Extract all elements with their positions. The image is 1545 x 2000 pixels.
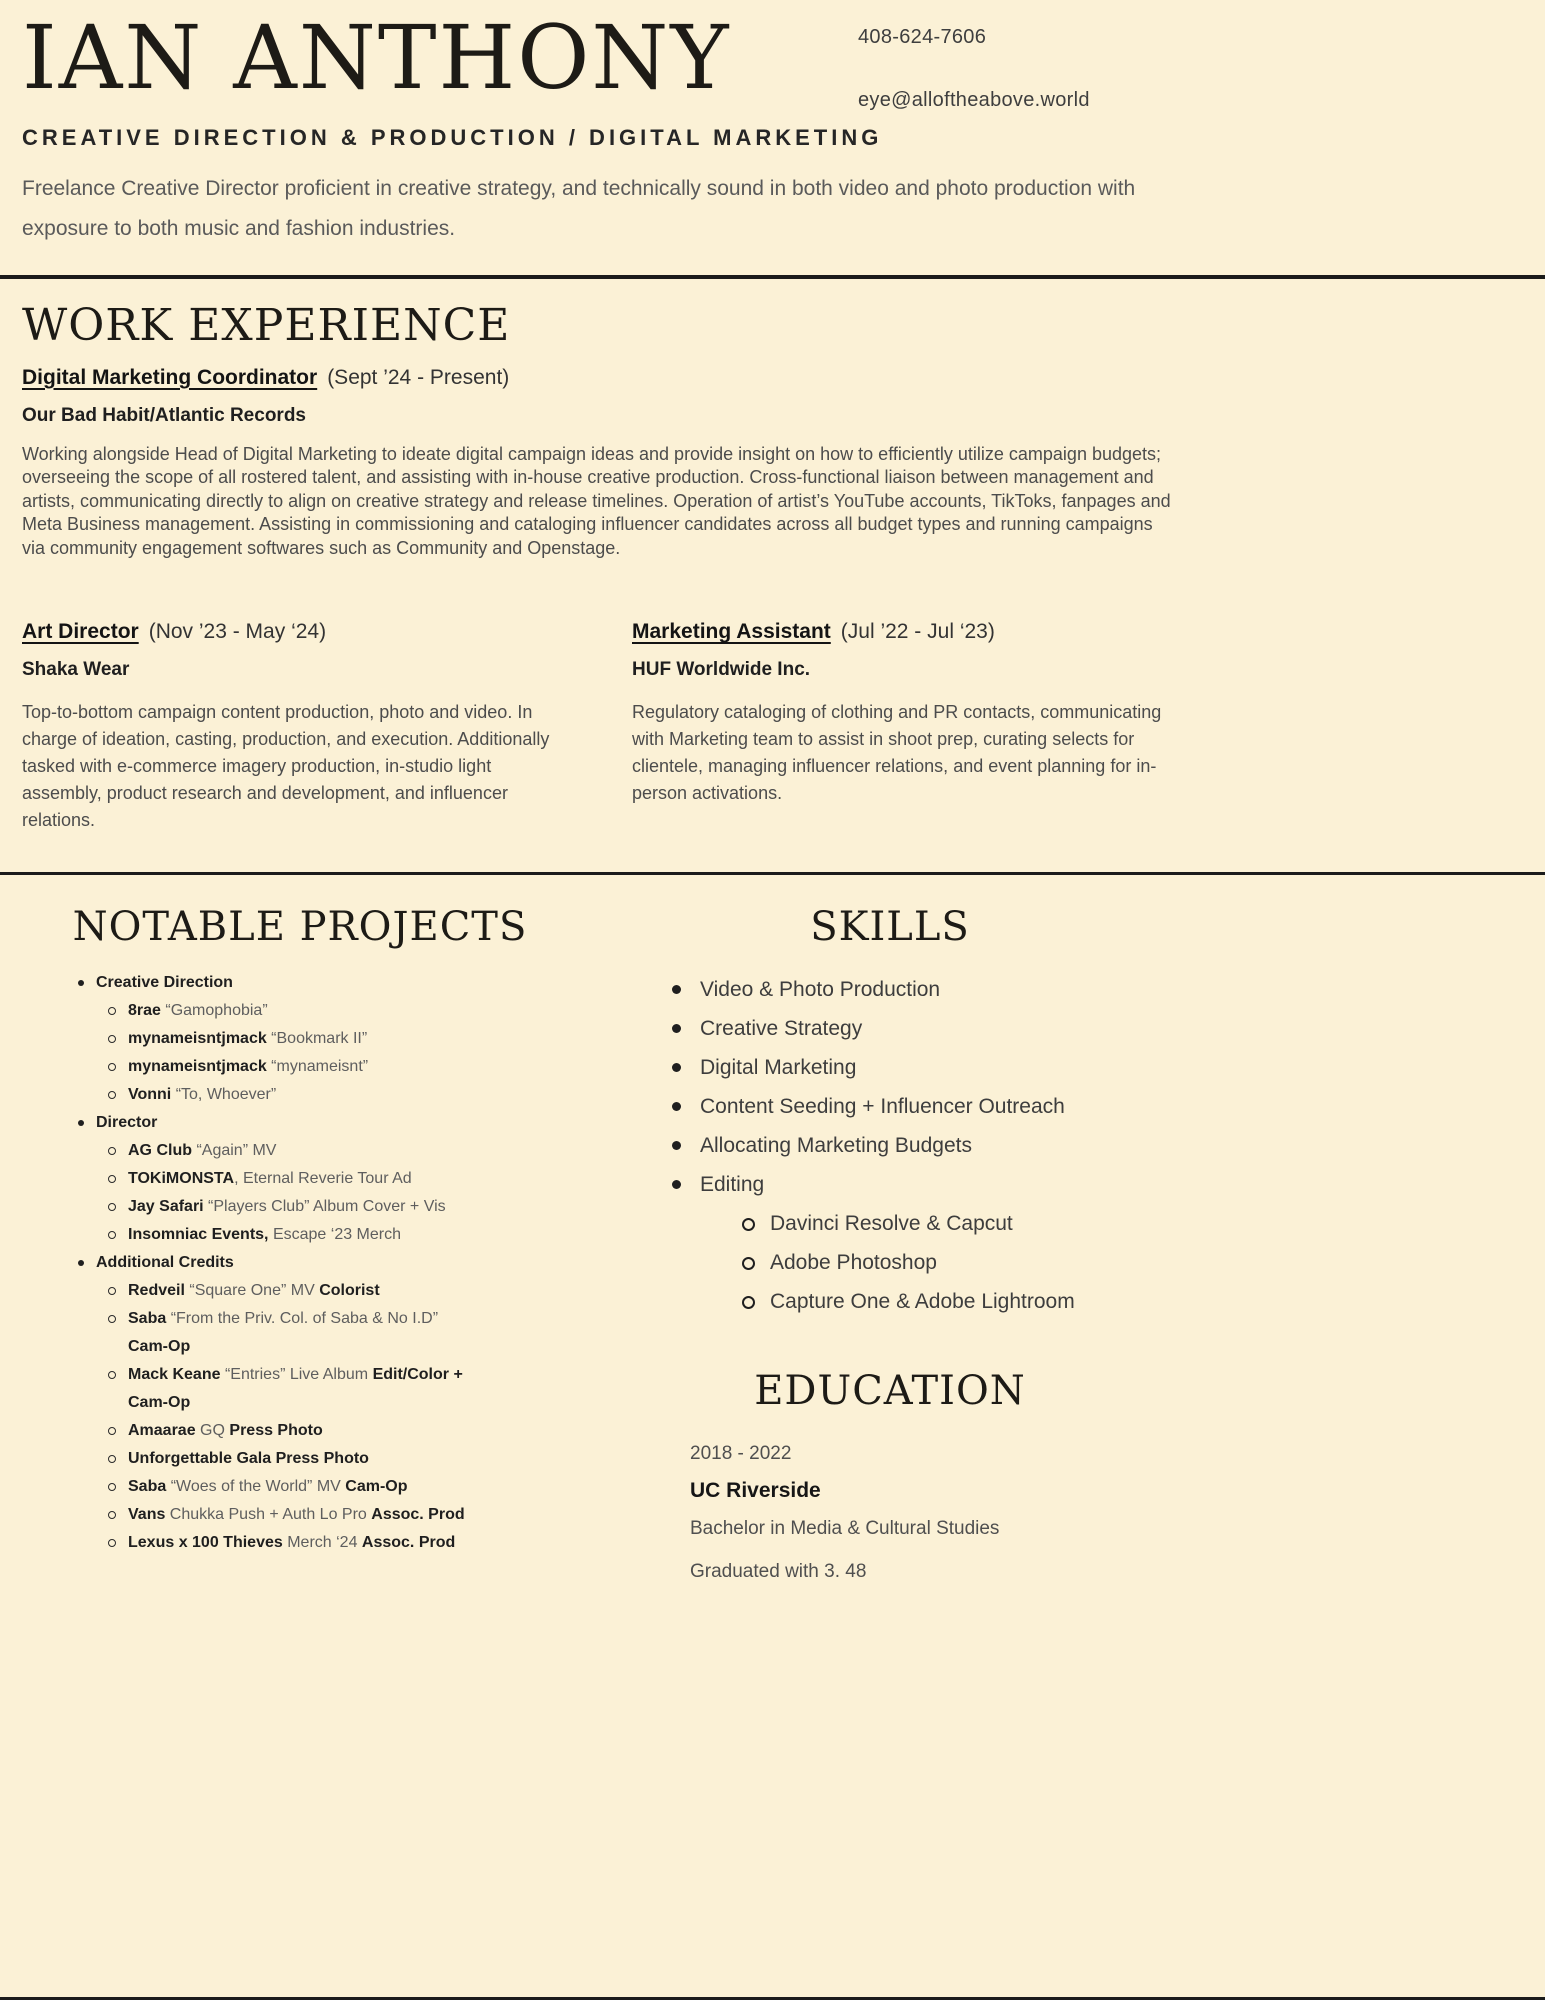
project-item: mynameisntjmack “mynameisnt”: [108, 1053, 480, 1081]
phone-number: 408-624-7606: [858, 26, 987, 48]
notable-projects-section: [40, 903, 560, 1583]
project-item: Vans Chukka Push + Auth Lo Pro Assoc. Prod: [108, 1501, 480, 1529]
project-item: Mack Keane “Entries” Live Album Edit/Color + Cam-Op: [108, 1361, 480, 1417]
skill-item: Video & Photo Production: [672, 977, 1150, 1003]
skills-list: [672, 977, 1150, 1315]
project-item: Redveil “Square One” MV Colorist: [108, 1277, 480, 1305]
job-role: Art Director: [22, 620, 139, 644]
education-degree: Bachelor in Media & Cultural Studies: [690, 1518, 1000, 1540]
projects-list: [78, 969, 560, 1557]
job-role: Marketing Assistant: [632, 620, 831, 644]
job-columns: [22, 606, 1523, 834]
skill-item: Digital Marketing: [672, 1055, 1150, 1081]
email-address: eye@alloftheabove.world: [858, 89, 1090, 111]
tagline: CREATIVE DIRECTION & PRODUCTION / DIGITAL MARKETING: [22, 125, 883, 151]
job-role: Digital Marketing Coordinator: [22, 365, 318, 389]
job-company: Our Bad Habit/Atlantic Records: [22, 404, 306, 426]
project-item: Lexus x 100 Thieves Merch ‘24 Assoc. Prod: [108, 1529, 480, 1557]
editing-sublist: [742, 1211, 1150, 1315]
work-experience-title: WORK EXPERIENCE: [22, 300, 511, 352]
project-item: Jay Safari “Players Club” Album Cover + Vis: [108, 1193, 480, 1221]
skill-item: Creative Strategy: [672, 1016, 1150, 1042]
project-group: [78, 1249, 560, 1557]
project-group: [78, 969, 560, 1109]
skills-education-column: [630, 903, 1150, 1583]
education-title: EDUCATION: [754, 1368, 1026, 1415]
job-entry: [22, 606, 570, 834]
project-item: 8rae “Gamophobia”: [108, 997, 480, 1025]
job-company: HUF Worldwide Inc.: [632, 659, 811, 681]
job-header: [632, 620, 1180, 644]
job-header: [22, 366, 1523, 390]
project-group-label: Director: [78, 1109, 560, 1137]
project-item: TOKiMONSTA, Eternal Reverie Tour Ad: [108, 1165, 480, 1193]
header-section: [0, 0, 1545, 249]
education-dates: 2018 - 2022: [690, 1443, 792, 1465]
job-entry: [632, 606, 1180, 834]
project-item: Insomniac Events, Escape ‘23 Merch: [108, 1221, 480, 1249]
project-group-label: Additional Credits: [78, 1249, 560, 1277]
project-item: Vonni “To, Whoever”: [108, 1081, 480, 1109]
project-item: Amaarae GQ Press Photo: [108, 1417, 480, 1445]
skill-item: Content Seeding + Influencer Outreach: [672, 1094, 1150, 1120]
skill-subitem: Capture One & Adobe Lightroom: [742, 1289, 1150, 1315]
job-dates: (Jul ’22 - Jul ‘23): [840, 620, 995, 644]
job-description: Top-to-bottom campaign content production, photo and video. In charge of ideation, casting, production, and execution. Additionally tasked with e-commerce imagery production, in-studio light assembly, product research and development, and influencer relations.: [22, 702, 550, 831]
skill-item: Editing Davinci Resolve & Capcut Adobe Photoshop Capture One & Adobe Lightroom: [672, 1172, 1150, 1315]
project-group: [78, 1109, 560, 1249]
skill-subitem: Davinci Resolve & Capcut: [742, 1211, 1150, 1237]
education-body: [690, 1443, 1150, 1583]
project-item: Saba “From the Priv. Col. of Saba & No I.D” Cam-Op: [108, 1305, 480, 1361]
job-header: [22, 620, 570, 644]
contact-block: [858, 26, 1090, 112]
skills-title: SKILLS: [810, 904, 970, 951]
skill-subitem: Adobe Photoshop: [742, 1250, 1150, 1276]
job-company: Shaka Wear: [22, 659, 130, 681]
job-description: Regulatory cataloging of clothing and PR contacts, communicating with Marketing team to assist in shoot prep, curating selects for clientele, managing influencer relations, and event planning for in-person activations.: [632, 702, 1162, 804]
summary-text: Freelance Creative Director proficient in creative strategy, and technically sound in both video and photo production with exposure to both music and fashion industries.: [22, 177, 1136, 241]
education-school: UC Riverside: [690, 1479, 821, 1503]
skill-item: Allocating Marketing Budgets: [672, 1133, 1150, 1159]
job-entry: [22, 366, 1523, 561]
top-divider: [0, 275, 1545, 279]
education-gpa: Graduated with 3. 48: [690, 1561, 867, 1583]
job-description: Working alongside Head of Digital Marketing to ideate digital campaign ideas and provide insight on how to efficiently utilize campaign budgets; overseeing the scope of all rostered talent, and assisting with in-house creative production. Cross-functional liaison between management and artists, communicating directly to align on creative strategy and release timelines. Operation of artist’s YouTube accounts, TikToks, fanpages and Meta Business management. Assisting in commissioning and cataloging influencer candidates across all budget types and running campaigns via community engagement softwares such as Community and Openstage.: [22, 443, 1171, 558]
work-experience-section: [0, 301, 1545, 834]
project-item: mynameisntjmack “Bookmark II”: [108, 1025, 480, 1053]
project-item: Saba “Woes of the World” MV Cam-Op: [108, 1473, 480, 1501]
person-name: IAN ANTHONY: [22, 6, 731, 109]
job-dates: (Nov ’23 - May ‘24): [148, 620, 327, 644]
education-section: [630, 1367, 1150, 1583]
project-group-label: Creative Direction: [78, 969, 560, 997]
notable-projects-title: NOTABLE PROJECTS: [72, 904, 528, 951]
bottom-section: [0, 875, 1545, 1583]
project-item: AG Club “Again” MV: [108, 1137, 480, 1165]
project-item: Unforgettable Gala Press Photo: [108, 1445, 480, 1473]
job-dates: (Sept ’24 - Present): [327, 365, 510, 389]
